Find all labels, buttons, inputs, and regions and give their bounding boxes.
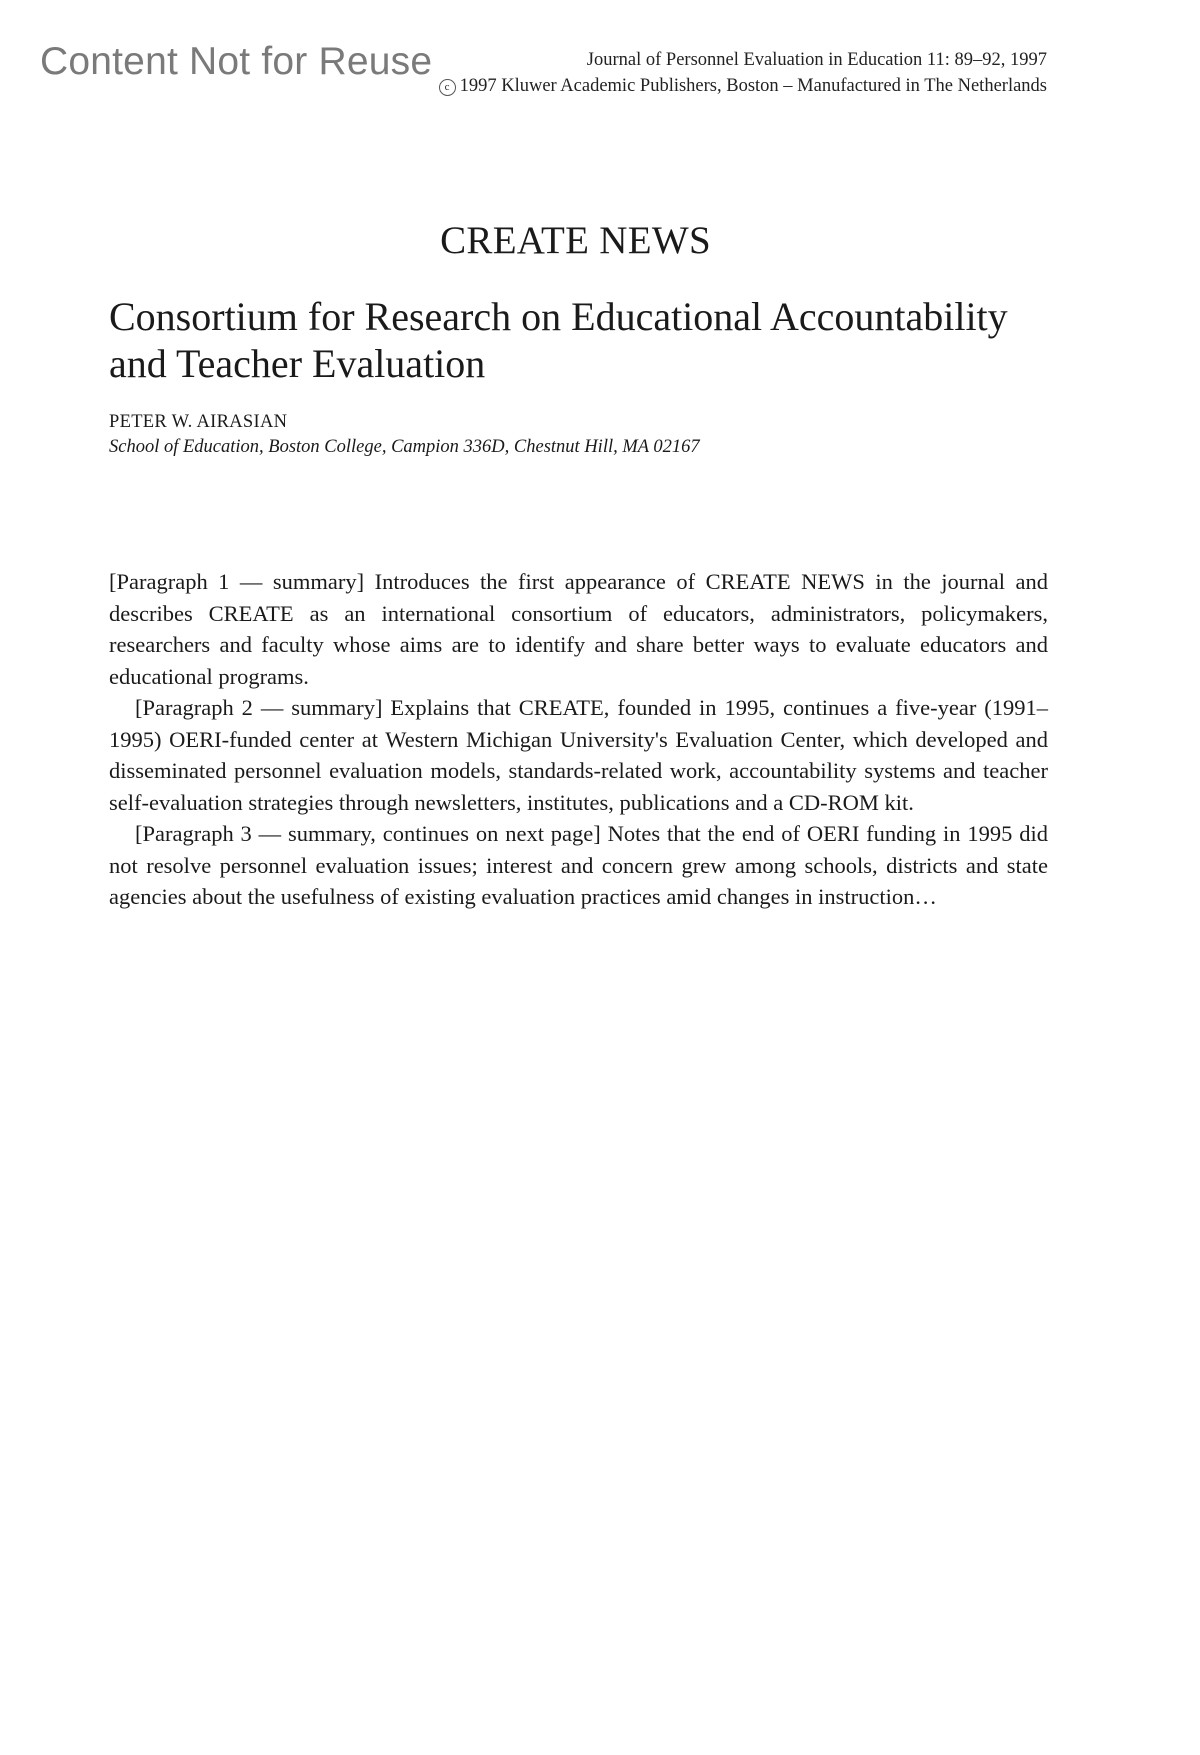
reuse-watermark: Content Not for Reuse: [40, 40, 433, 83]
journal-citation: Journal of Personnel Evaluation in Education 11: 89–92, 1997: [586, 50, 1047, 70]
body-paragraph: [Paragraph 3 — summary, continues on next page] Notes that the end of OERI funding in 1995 did not resolve personnel evaluation issues; interest and concern grew among schools, districts and state agencies about the usefulness of existing evaluation practices amid changes in instruction…: [109, 821, 1048, 909]
publisher-line: [439, 73, 1047, 99]
section-title: CREATE NEWS: [440, 219, 711, 262]
article-title: Consortium for Research on Educational Accountability and Teacher Evaluation: [109, 294, 1008, 386]
body-paragraph: [Paragraph 1 — summary] Introduces the first appearance of CREATE NEWS in the journal and describes CREATE as an international consortium of educators, administrators, policymakers, researchers and faculty whose aims are to identify and share better ways to evaluate educators and educational programs.: [109, 569, 1048, 689]
author-affiliation: School of Education, Boston College, Campion 336D, Chestnut Hill, MA 02167: [109, 437, 700, 457]
body-paragraph: [Paragraph 2 — summary] Explains that CREATE, founded in 1995, continues a five-year (1991–1995) OERI-funded center at Western Michigan University's Evaluation Center, which developed and disseminated personnel evaluation models, standards-related work, accountability systems and teacher self-evaluation strategies through newsletters, institutes, publications and a CD-ROM kit.: [109, 695, 1048, 815]
running-head: [439, 47, 1047, 99]
copyright-icon: c: [439, 79, 456, 96]
publisher-text: 1997 Kluwer Academic Publishers, Boston – Manufactured in The Netherlands: [459, 76, 1047, 96]
author-name: PETER W. AIRASIAN: [109, 412, 288, 432]
article-body: [109, 566, 1048, 913]
